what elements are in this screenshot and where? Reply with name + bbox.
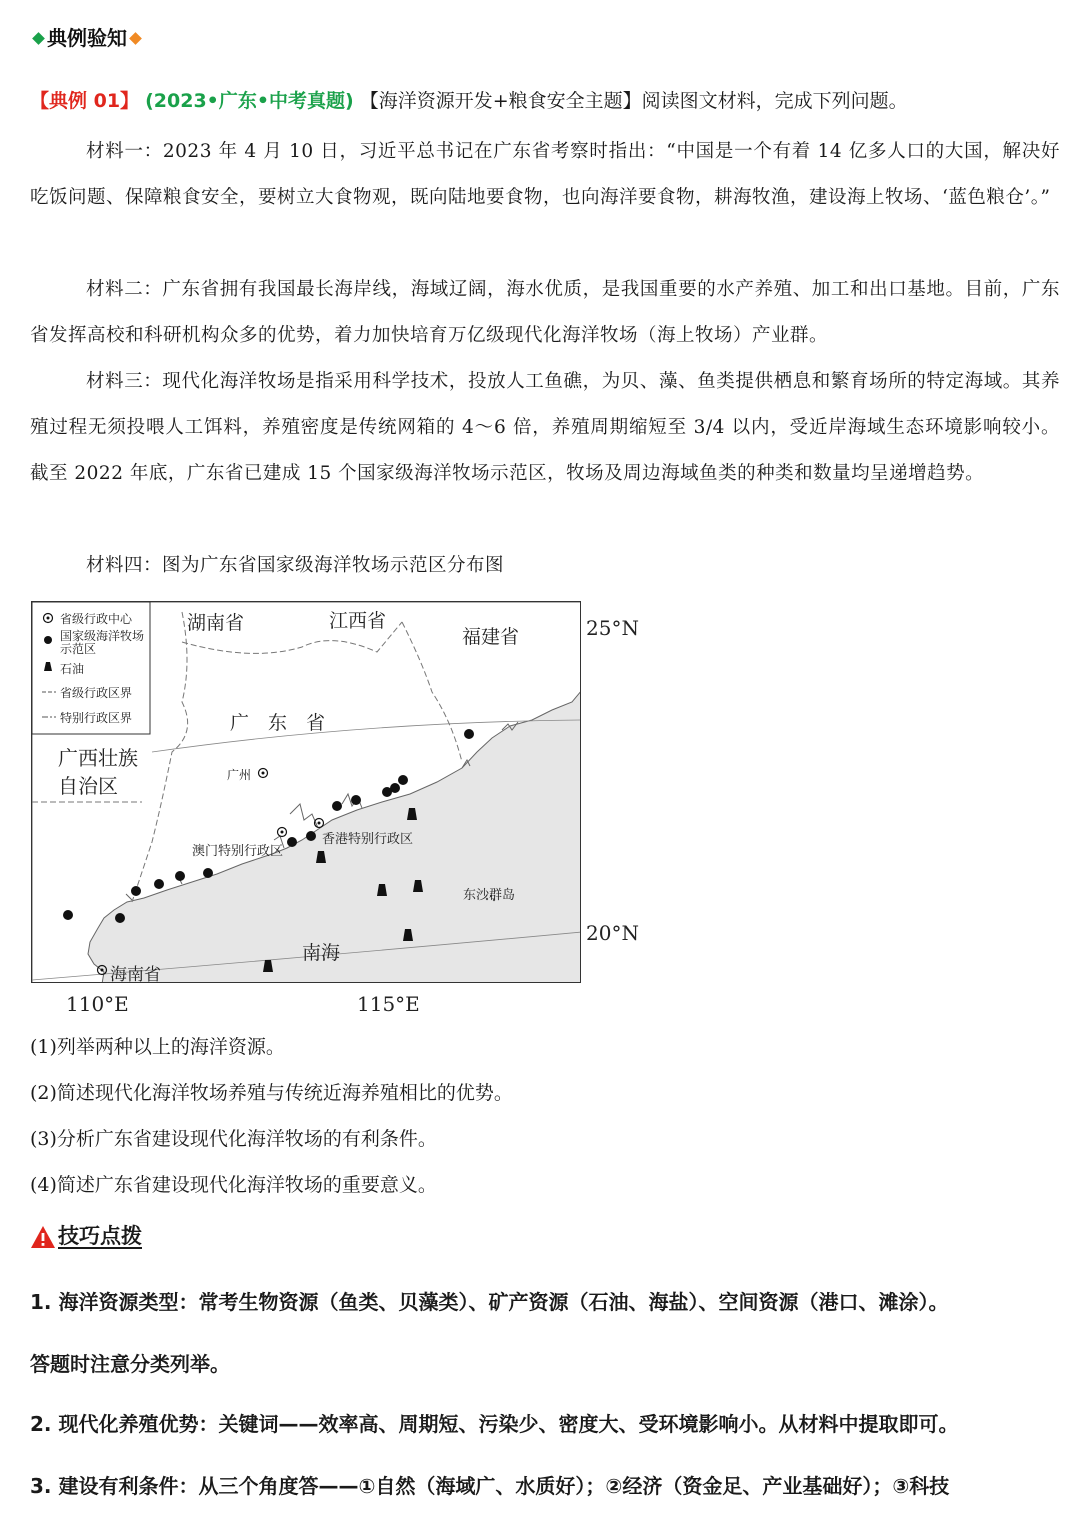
question-2: (2)简述现代化海洋牧场养殖与传统近海养殖相比的优势。	[30, 1082, 513, 1104]
legend-province-boundary: 省级行政区界	[60, 686, 133, 700]
section-title: 典例验知	[30, 22, 144, 51]
orange-diamond-icon	[129, 32, 142, 45]
lon-label-110e: 110°E	[66, 992, 129, 1016]
question-3: (3)分析广东省建设现代化海洋牧场的有利条件。	[30, 1128, 437, 1150]
green-diamond-icon	[32, 32, 45, 45]
lon-label-115e: 115°E	[357, 992, 420, 1016]
legend-sar-boundary: 特别行政区界	[60, 711, 133, 725]
example-tag: 【典例 01】	[30, 90, 140, 112]
tip-3: 3. 建设有利条件：从三个角度答——①自然（海域广、水质好）；②经济（资金足、产业基础好）；③科技	[30, 1474, 950, 1498]
label-guangxi-2: 自治区	[58, 774, 118, 798]
example-instruction: 阅读图文材料，完成下列问题。	[641, 90, 908, 112]
material-3: 材料三：现代化海洋牧场是指采用科学技术，投放人工鱼礁，为贝、藻、鱼类提供栖息和繁育场所的特定海域。其养殖过程无须投喂人工饵料，养殖密度是传统网箱的 4～6 倍，养殖周期缩短至 3/4 以内，受近岸海域生态环境影响较小。截至 2022 年底，广东省已建成 15 个国家级海洋牧场示范区，牧场及周边海域鱼类的种类和数量均呈递增趋势。	[30, 371, 1060, 484]
guangdong-marine-ranch-map	[31, 601, 581, 983]
label-hunan: 湖南省	[187, 612, 245, 634]
label-macau: 澳门特别行政区	[192, 844, 284, 859]
tip-2: 2. 现代化养殖优势：关键词——效率高、周期短、污染少、密度大、受环境影响小。从材料中提取即可。	[30, 1412, 959, 1436]
label-jiangxi: 江西省	[329, 610, 387, 632]
label-hainan: 海南省	[110, 965, 161, 983]
tip-1-continued: 答题时注意分类列举。	[30, 1352, 230, 1376]
example-theme: 【海洋资源开发+粮食安全主题】	[359, 90, 642, 112]
tips-title: 技巧点拨	[30, 1220, 142, 1250]
label-hongkong: 香港特别行政区	[322, 832, 414, 847]
label-guangzhou: 广州	[227, 768, 252, 782]
example-header	[30, 86, 908, 113]
example-source: (2023•广东•中考真题)	[145, 90, 354, 112]
tip-1: 1. 海洋资源类型：常考生物资源（鱼类、贝藻类）、矿产资源（石油、海盐）、空间资源（港口、滩涂）。	[30, 1290, 949, 1314]
label-guangdong: 广 东 省	[230, 712, 326, 734]
label-guangxi-1: 广西壮族	[58, 746, 138, 770]
material-1: 材料一：2023 年 4 月 10 日，习近平总书记在广东省考察时指出：“中国是一个有着 14 亿多人口的大国，解决好吃饭问题、保障粮食安全，要树立大食物观，既向陆地要食物，也向海洋要食物，耕海牧渔，建设海上牧场、‘蓝色粮仓’。”	[30, 141, 1060, 208]
warning-icon	[30, 1225, 56, 1249]
legend-oil: 石油	[60, 662, 85, 676]
question-4: (4)简述广东省建设现代化海洋牧场的重要意义。	[30, 1174, 437, 1196]
material-4: 材料四：图为广东省国家级海洋牧场示范区分布图	[86, 555, 505, 576]
lat-label-20n: 20°N	[586, 921, 639, 945]
material-2: 材料二：广东省拥有我国最长海岸线，海域辽阔，海水优质，是我国重要的水产养殖、加工和出口基地。目前，广东省发挥高校和科研机构众多的优势，着力加快培育万亿级现代化海洋牧场（海上牧场）产业群。	[30, 279, 1060, 346]
legend-marine-ranch: 国家级海洋牧场示范区	[60, 629, 145, 656]
label-south-sea: 南海	[302, 942, 341, 964]
label-fujian: 福建省	[462, 626, 520, 648]
legend-capital: 省级行政中心	[60, 612, 133, 626]
question-1: (1)列举两种以上的海洋资源。	[30, 1036, 285, 1058]
lat-label-25n: 25°N	[586, 616, 639, 640]
label-dongsha: 东沙群岛	[463, 888, 516, 903]
